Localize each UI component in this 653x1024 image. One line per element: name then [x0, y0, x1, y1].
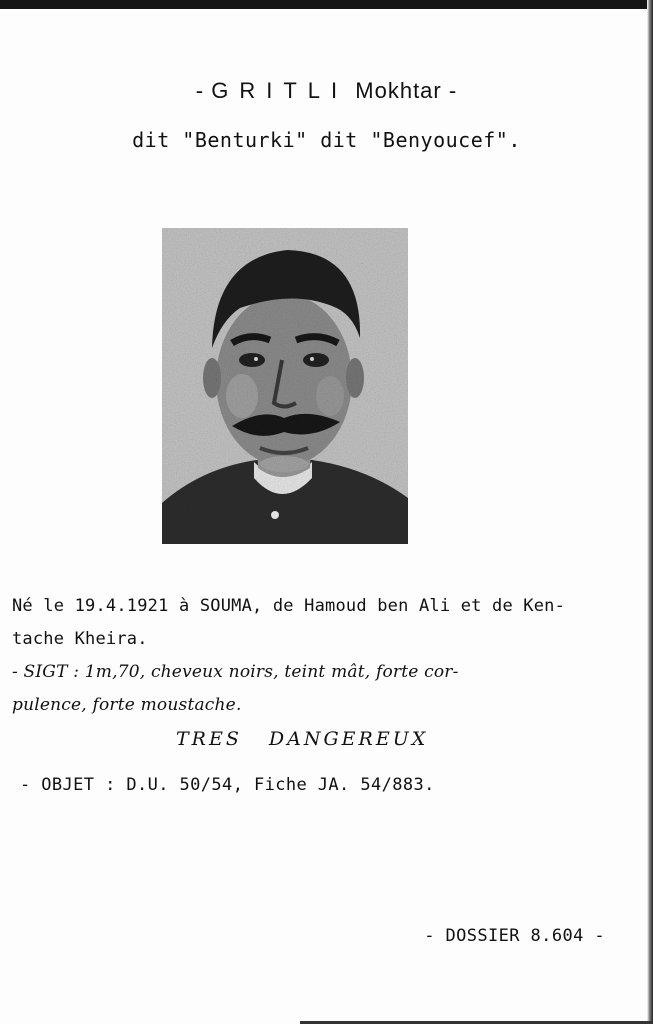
title-dash-open: -: [195, 78, 212, 103]
birth-info-line-2: tache Kheira.: [12, 629, 148, 649]
subject-aliases: dit "Benturki" dit "Benyoucef".: [132, 128, 521, 152]
portrait-photo-image: [162, 228, 408, 544]
birth-info-line-1: Né le 19.4.1921 à SOUMA, de Hamoud ben Ali et de Ken-: [12, 596, 566, 616]
physical-description-line-2: pulence, forte moustache.: [12, 695, 242, 715]
dossier-number: - DOSSIER 8.604 -: [424, 926, 605, 946]
biographical-details: [12, 590, 612, 722]
subject-name: [0, 78, 653, 104]
scan-edge-right: [647, 0, 653, 1024]
danger-warning: TRES DANGEREUX: [176, 728, 429, 750]
scan-edge-top: [0, 0, 653, 9]
title-dash-close: -: [441, 78, 458, 103]
subject-given-name: Mokhtar: [355, 78, 442, 103]
physical-description-line-1: - SIGT : 1m,70, cheveux noirs, teint mât, forte cor-: [12, 662, 459, 682]
portrait-photo: [162, 228, 408, 544]
subject-surname: GRITLI: [211, 78, 349, 103]
file-reference: - OBJET : D.U. 50/54, Fiche JA. 54/883.: [20, 775, 435, 795]
